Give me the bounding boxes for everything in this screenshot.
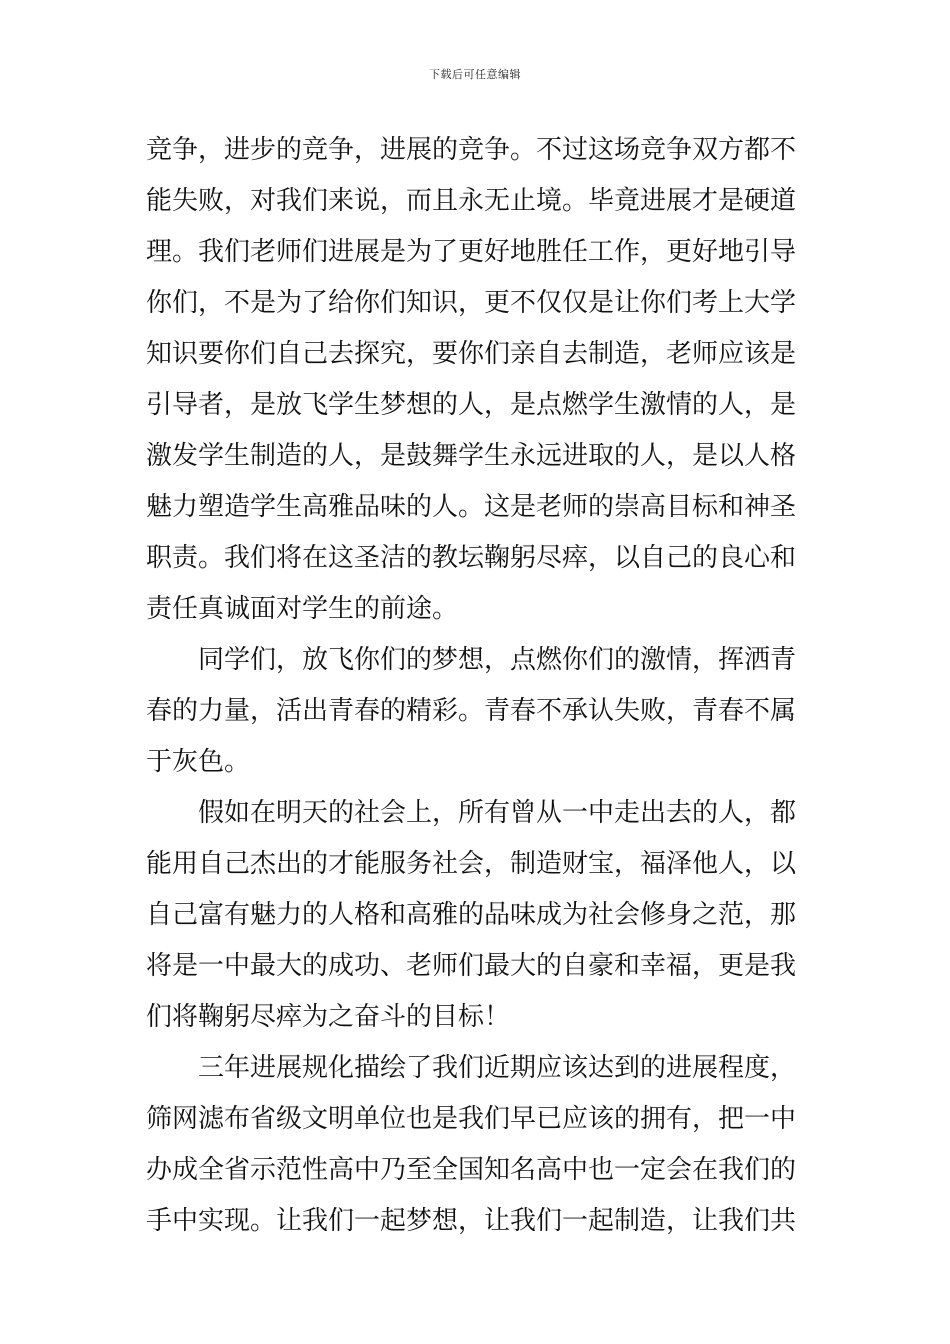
text-line: 责任真诚面对学生的前途。 [146,594,459,624]
text-line: 知识要你们自己去探究，要你们亲自去制造，老师应该是 [146,339,797,369]
text-line: 激发学生制造的人，是鼓舞学生永远进取的人，是以人格 [146,441,797,471]
page-header: 下载后可任意编辑 [429,68,521,81]
text-line: 职责。我们将在这圣洁的教坛鞠躬尽瘁，以自己的良心和 [146,543,797,573]
paragraph [146,635,808,788]
text-line: 能失败，对我们来说，而且永无止境。毕竟进展才是硬道 [146,186,797,216]
text-line: 竞争，进步的竞争，进展的竞争。不过这场竞争双方都不 [146,135,797,165]
text-line: 自己富有魅力的人格和高雅的品味成为社会修身之范，那 [146,900,797,930]
text-line: 将是一中最大的成功、老师们最大的自豪和幸福，更是我 [146,951,797,981]
text-line: 你们，不是为了给你们知识，更不仅仅是让你们考上大学 [146,288,797,318]
text-line: 同学们，放飞你们的梦想，点燃你们的激情，挥洒青 [146,645,797,675]
text-line: 筛网滤布省级文明单位也是我们早已应该的拥有，把一中 [146,1104,797,1134]
text-line: 手中实现。让我们一起梦想，让我们一起制造，让我们共 [146,1206,797,1236]
paragraph [146,788,808,1043]
text-line: 引导者，是放飞学生梦想的人，是点燃学生激情的人，是 [146,390,797,420]
text-line: 们将鞠躬尽瘁为之奋斗的目标！ [146,1002,511,1032]
text-line: 假如在明天的社会上，所有曾从一中走出去的人，都 [146,798,797,828]
text-line: 春的力量，活出青春的精彩。青春不承认失败，青春不属 [146,696,797,726]
document-body [146,125,808,1247]
text-line: 能用自己杰出的才能服务社会，制造财宝，福泽他人，以 [146,849,797,879]
text-line: 于灰色。 [146,747,251,777]
text-line: 办成全省示范性高中乃至全国知名高中也一定会在我们的 [146,1155,797,1185]
text-line: 三年进展规化描绘了我们近期应该达到的进展程度， [146,1053,797,1083]
paragraph [146,125,808,635]
paragraph [146,1043,808,1247]
text-line: 理。我们老师们进展是为了更好地胜任工作，更好地引导 [146,237,797,267]
text-line: 魅力塑造学生高雅品味的人。这是老师的崇高目标和神圣 [146,492,797,522]
